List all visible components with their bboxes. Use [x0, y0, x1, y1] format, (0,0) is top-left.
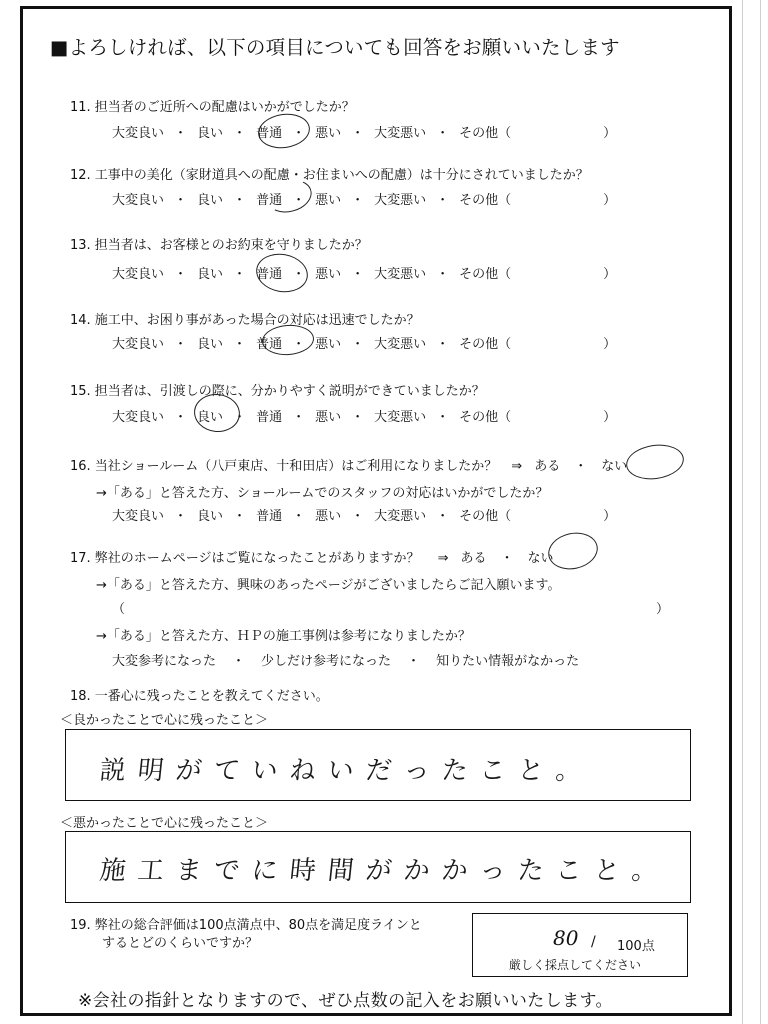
option-no-info[interactable]: 知りたい情報がなかった: [436, 654, 580, 669]
separator: ・: [292, 126, 306, 141]
option-good[interactable]: 良い: [197, 410, 224, 425]
separator: ・: [233, 509, 247, 524]
good-memory-answer: 説明がていねいだったこと。: [98, 756, 596, 786]
good-memory-label: ＜良かったことで心に残ったこと＞: [60, 713, 269, 728]
separator: ・: [292, 509, 306, 524]
option-bad[interactable]: 悪い: [315, 509, 342, 524]
separator: ・: [174, 193, 188, 208]
separator: ・: [233, 337, 247, 352]
separator: ・: [233, 126, 247, 141]
option-slightly-helpful[interactable]: 少しだけ参考になった: [261, 654, 392, 669]
separator: ・: [351, 193, 365, 208]
option-bad[interactable]: 悪い: [315, 267, 342, 282]
question-11: 11. 担当者のご近所への配慮はいかがでしたか？: [70, 100, 355, 115]
option-yes[interactable]: ある: [534, 459, 561, 474]
option-very-bad[interactable]: 大変悪い: [374, 410, 427, 425]
option-other-close: ）: [603, 193, 617, 208]
question-18: 18. 一番心に残ったことを教えてください。: [70, 689, 329, 704]
option-no[interactable]: ない: [527, 551, 554, 566]
arrow-icon: ⇒: [511, 459, 523, 474]
bad-memory-label: ＜悪かったことで心に残ったこと＞: [60, 816, 269, 831]
separator: ・: [292, 410, 306, 425]
option-normal[interactable]: 普通: [256, 337, 283, 352]
option-other-close: ）: [603, 267, 617, 282]
option-very-bad[interactable]: 大変悪い: [374, 509, 427, 524]
option-bad[interactable]: 悪い: [315, 126, 342, 141]
survey-heading: ■よろしければ、以下の項目についても回答をお願いいたします: [50, 36, 620, 59]
score-box[interactable]: [472, 913, 688, 977]
separator: ・: [436, 126, 450, 141]
scan-edge-line: [742, 0, 743, 1024]
option-good[interactable]: 良い: [197, 509, 224, 524]
separator: ・: [436, 337, 450, 352]
options-row-17: [112, 650, 579, 669]
separator: ・: [292, 337, 306, 352]
interest-page-paren-open: （: [112, 602, 126, 617]
option-normal[interactable]: 普通: [256, 126, 283, 141]
option-normal[interactable]: 普通: [256, 267, 283, 282]
option-normal[interactable]: 普通: [256, 193, 283, 208]
question-17-followup-2: →「ある」と答えた方、ＨＰの施工事例は参考になりましたか？: [96, 629, 471, 644]
separator: ・: [351, 410, 365, 425]
score-value: 80: [553, 926, 579, 950]
question-17-text: 17. 弊社のホームページはご覧になったことがありますか？: [70, 551, 420, 566]
option-very-bad[interactable]: 大変悪い: [374, 337, 427, 352]
option-bad[interactable]: 悪い: [315, 193, 342, 208]
option-very-bad[interactable]: 大変悪い: [374, 267, 427, 282]
bad-memory-answer: 施工までに時間がかかったこと。: [98, 856, 672, 886]
option-very-good[interactable]: 大変良い: [112, 509, 165, 524]
option-very-good[interactable]: 大変良い: [112, 337, 165, 352]
option-other[interactable]: その他（: [459, 267, 512, 282]
option-other-close: ）: [603, 410, 617, 425]
separator: ・: [574, 459, 588, 474]
option-other[interactable]: その他（: [459, 410, 512, 425]
options-row-15: [112, 406, 616, 425]
separator: ・: [232, 654, 246, 669]
option-very-good[interactable]: 大変良い: [112, 267, 165, 282]
separator: ・: [233, 267, 247, 282]
option-other[interactable]: その他（: [459, 509, 512, 524]
question-19-line1: 19. 弊社の総合評価は100点満点中、80点を満足度ラインと: [70, 918, 422, 933]
option-no[interactable]: ない: [601, 459, 628, 474]
interest-page-paren-close: ）: [656, 602, 670, 617]
options-row-11: [112, 122, 616, 141]
option-other-close: ）: [603, 337, 617, 352]
separator: ・: [351, 337, 365, 352]
question-15: 15. 担当者は、引渡しの際に、分かりやすく説明ができていましたか？: [70, 384, 485, 399]
option-very-good[interactable]: 大変良い: [112, 193, 165, 208]
interest-page-field[interactable]: [130, 598, 650, 616]
separator: ・: [233, 193, 247, 208]
separator: ・: [233, 410, 247, 425]
separator: ・: [174, 337, 188, 352]
separator: ・: [407, 654, 421, 669]
separator: ・: [500, 551, 514, 566]
option-very-helpful[interactable]: 大変参考になった: [112, 654, 217, 669]
question-17-followup-1: →「ある」と答えた方、興味のあったページがございましたらご記入願います。: [96, 578, 561, 593]
option-other-close: ）: [603, 126, 617, 141]
options-row-16: [112, 505, 616, 524]
separator: ・: [174, 267, 188, 282]
option-bad[interactable]: 悪い: [315, 337, 342, 352]
options-row-13: [112, 263, 616, 282]
question-13: 13. 担当者は、お客様とのお約束を守りましたか？: [70, 238, 368, 253]
option-normal[interactable]: 普通: [256, 410, 283, 425]
option-very-bad[interactable]: 大変悪い: [374, 193, 427, 208]
separator: ・: [351, 126, 365, 141]
question-19-line2: するとどのくらいですか？: [102, 936, 259, 951]
separator: ・: [436, 509, 450, 524]
option-bad[interactable]: 悪い: [315, 410, 342, 425]
question-16-text: 16. 当社ショールーム（八戸東店、十和田店）はご利用になりましたか？: [70, 459, 498, 474]
question-16-followup: →「ある」と答えた方、ショールームでのスタッフの対応はいかがでしたか？: [96, 486, 549, 501]
separator: ・: [174, 509, 188, 524]
option-yes[interactable]: ある: [460, 551, 487, 566]
score-note: 厳しく採点してください: [509, 958, 642, 972]
separator: ・: [174, 410, 188, 425]
option-good[interactable]: 良い: [197, 193, 224, 208]
option-other[interactable]: その他（: [459, 337, 512, 352]
question-16: [70, 455, 627, 474]
separator: ・: [436, 410, 450, 425]
arrow-icon: ⇒: [437, 551, 449, 566]
separator: ・: [436, 193, 450, 208]
question-14: 14. 施工中、お困り事があった場合の対応は迅速でしたか？: [70, 313, 420, 328]
separator: ・: [351, 509, 365, 524]
scan-edge-line: [760, 0, 761, 1024]
option-other-close: ）: [603, 509, 617, 524]
option-very-good[interactable]: 大変良い: [112, 410, 165, 425]
separator: ・: [292, 267, 306, 282]
question-12: 12. 工事中の美化（家財道具への配慮・お住まいへの配慮）は十分にされていましたか？: [70, 168, 589, 183]
option-good[interactable]: 良い: [197, 267, 224, 282]
separator: ・: [436, 267, 450, 282]
question-17: [70, 547, 554, 566]
option-other[interactable]: その他（: [459, 193, 512, 208]
good-memory-box[interactable]: [65, 729, 691, 801]
separator: ・: [174, 126, 188, 141]
score-max: 100点: [617, 939, 655, 954]
separator: ・: [292, 193, 306, 208]
separator: ・: [351, 267, 365, 282]
option-normal[interactable]: 普通: [256, 509, 283, 524]
score-slash: /: [591, 934, 596, 950]
option-good[interactable]: 良い: [197, 337, 224, 352]
option-good[interactable]: 良い: [197, 126, 224, 141]
footer-note: ※会社の指針となりますので、ぜひ点数の記入をお願いいたします。: [78, 991, 613, 1011]
options-row-12: [112, 189, 616, 208]
option-very-good[interactable]: 大変良い: [112, 126, 165, 141]
bad-memory-box[interactable]: [65, 831, 691, 903]
options-row-14: [112, 333, 616, 352]
option-very-bad[interactable]: 大変悪い: [374, 126, 427, 141]
option-other[interactable]: その他（: [459, 126, 512, 141]
